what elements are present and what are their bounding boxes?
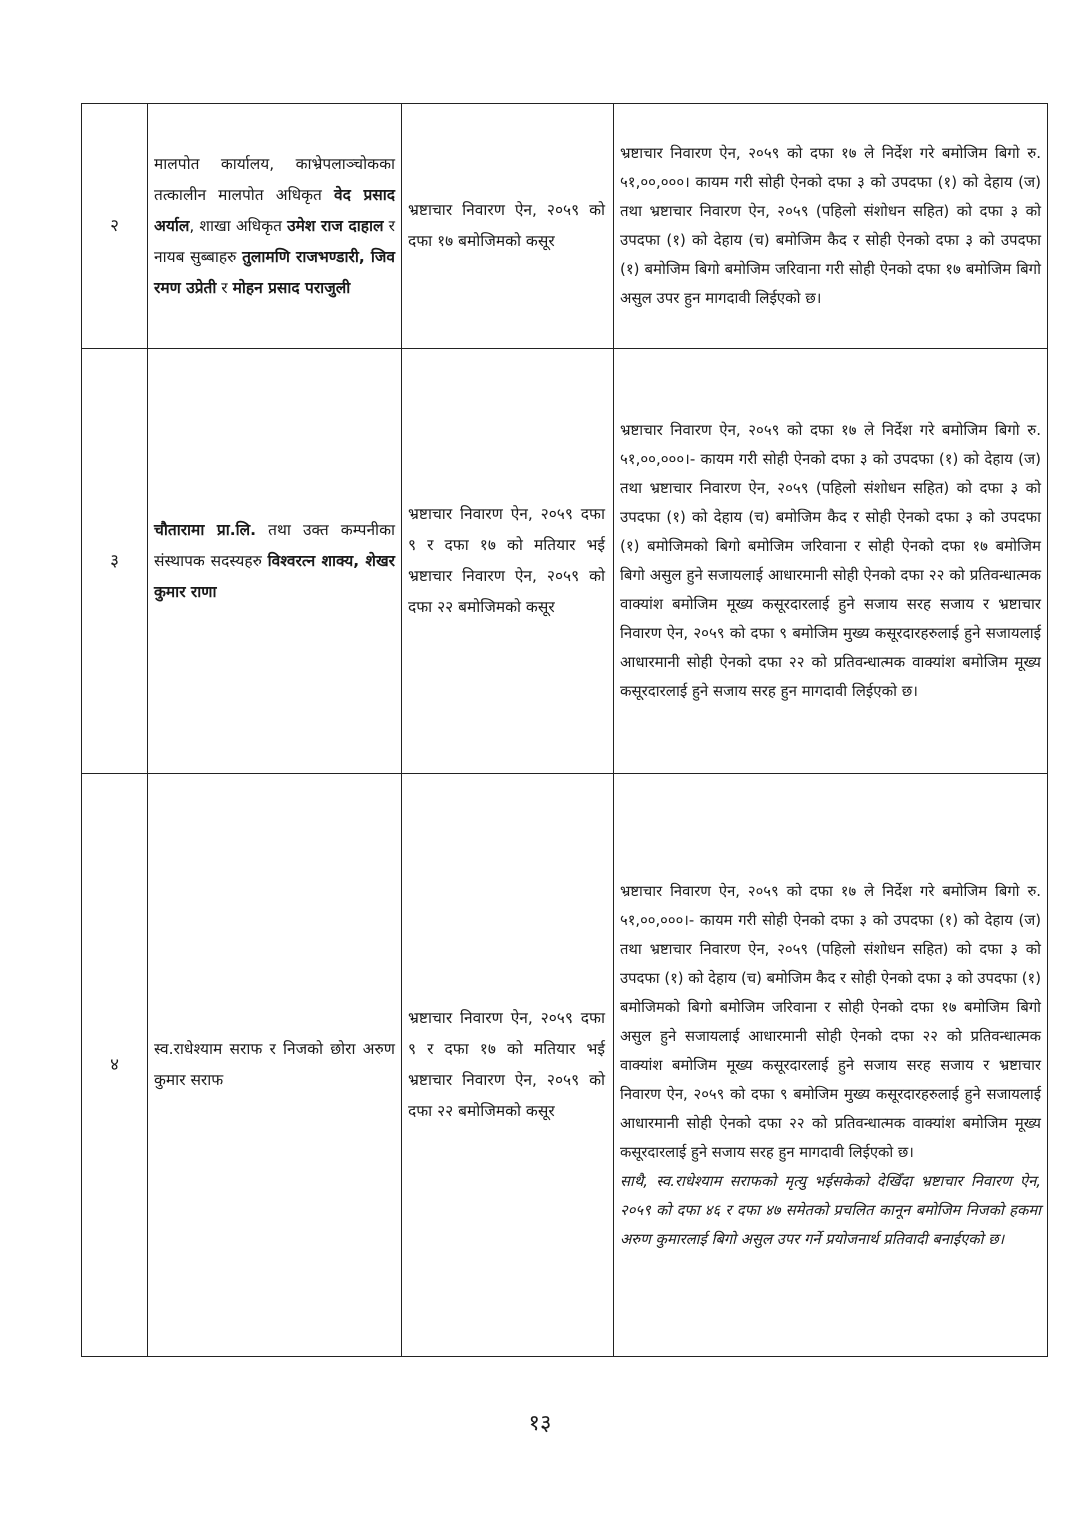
claim-cell: भ्रष्टाचार निवारण ऐन, २०५९ को दफा १७ ले निर्देश गरे बमोजिम बिगो रु. ५१,००,०००।- कायम गरी सोही ऐनको दफा ३ को उपदफा (१) को देहाय (ज) तथा भ्रष्टाचार निवारण ऐन, २०५९ (पहिलो संशोधन सहित) को दफा ३ को उपदफा (१) को देहाय (च) बमोजिम कैद र सोही ऐनको दफा ३ को उपदफा (१) बमोजिमको बिगो बमोजिम जरिवाना र सोही ऐनको दफा १७ बमोजिम बिगो असुल हुने सजायलाई आधारमानी सोही ऐनको दफा २२ को प्रतिवन्धात्मक वाक्यांश बमोजिम मूख्य कसूरदारलाई हुने सजाय सरह सजाय र भ्रष्टाचार निवारण ऐन, २०५९ को दफा ९ बमोजिम मुख्य कसूरदारहरुलाई हुने सजायलाई आधारमानी सोही ऐनको दफा २२ को प्रतिवन्धात्मक वाक्यांश बमोजिम मूख्य कसूरदारलाई हुने सजाय सरह हुन मागदावी लिईएको छ। [614,349,1048,774]
defendant-name: तुलामणि राजभण्डारी, जिव रमण उप्रेती [154,247,395,297]
defendant-name: चौतारामा प्रा.लि. [154,520,257,539]
claim-cell [614,774,1048,1357]
serial-number: २ [82,104,148,349]
claim-note: साथै, स्व.राधेश्याम सराफको मृत्यु भईसकेको देखिँदा भ्रष्टाचार निवारण ऐन, २०५९ को दफा ४६ र दफा ४७ समेतको प्रचलित कानून बमोजिम निजको हकमा अरुण कुमारलाई बिगो असुल उपर गर्ने प्रयोजनार्थ प्रतिवादी बनाईएको छ। [620,1172,1041,1248]
table-row [82,774,1048,1357]
serial-number: ४ [82,774,148,1357]
offence-cell: भ्रष्टाचार निवारण ऐन, २०५९ को दफा १७ बमोजिमको कसूर [402,104,614,349]
defendant-cell: चौतारामा प्रा.लि. तथा उक्त कम्पनीका संस्थापक सदस्यहरु विश्वरत्न शाक्य, शेखर कुमार राणा [148,349,402,774]
serial-number: ३ [82,349,148,774]
table-row [82,349,1048,774]
defendant-name: उमेश राज दाहाल [287,216,384,235]
table-row [82,104,1048,349]
offence-cell: भ्रष्टाचार निवारण ऐन, २०५९ दफा ९ र दफा १७ को मतियार भई भ्रष्टाचार निवारण ऐन, २०५९ को दफा २२ बमोजिमको कसूर [402,774,614,1357]
defendant-name: विश्वरत्न शाक्य, शेखर कुमार राणा [154,551,395,601]
defendant-cell: मालपोत कार्यालय, काभ्रेपलाञ्चोकका तत्कालीन मालपोत अधिकृत वेद प्रसाद अर्याल, शाखा अधिकृत उमेश राज दाहाल र नायब सुब्बाहरु तुलामणि राजभण्डारी, जिव रमण उप्रेती र मोहन प्रसाद पराजुली [148,104,402,349]
claim-cell: भ्रष्टाचार निवारण ऐन, २०५९ को दफा १७ ले निर्देश गरे बमोजिम बिगो रु. ५१,००,०००। कायम गरी सोही ऐनको दफा ३ को उपदफा (१) को देहाय (ज) तथा भ्रष्टाचार निवारण ऐन, २०५९ (पहिलो संशोधन सहित) को दफा ३ को उपदफा (१) को देहाय (च) बमोजिम कैद र सोही ऐनको दफा ३ को उपदफा (१) बमोजिम बिगो बमोजिम जरिवाना गरी सोही ऐनको दफा १७ बमोजिम बिगो असुल उपर हुन मागदावी लिईएको छ। [614,104,1048,349]
page-number: १३ [528,1411,552,1436]
defendant-name: वेद प्रसाद अर्याल [154,185,395,235]
claim-text: भ्रष्टाचार निवारण ऐन, २०५९ को दफा १७ ले निर्देश गरे बमोजिम बिगो रु. ५१,००,०००।- कायम गरी सोही ऐनको दफा ३ को उपदफा (१) को देहाय (ज) तथा भ्रष्टाचार निवारण ऐन, २०५९ (पहिलो संशोधन सहित) को दफा ३ को उपदफा (१) को देहाय (च) बमोजिम कैद र सोही ऐनको दफा ३ को उपदफा (१) बमोजिमको बिगो बमोजिम जरिवाना र सोही ऐनको दफा १७ बमोजिम बिगो असुल हुने सजायलाई आधारमानी सोही ऐनको दफा २२ को प्रतिवन्धात्मक वाक्यांश बमोजिम मूख्य कसूरदारलाई हुने सजाय सरह सजाय र भ्रष्टाचार निवारण ऐन, २०५९ को दफा ९ बमोजिम मुख्य कसूरदारहरुलाई हुने सजायलाई आधारमानी सोही ऐनको दफा २२ को प्रतिवन्धात्मक वाक्यांश बमोजिम मूख्य कसूरदारलाई हुने सजाय सरह हुन मागदावी लिईएको छ। [620,882,1041,1161]
defendant-cell: स्व.राधेश्याम सराफ र निजको छोरा अरुण कुमार सराफ [148,774,402,1357]
case-table [81,103,1048,1357]
defendant-name: मोहन प्रसाद पराजुली [232,278,351,297]
offence-cell: भ्रष्टाचार निवारण ऐन, २०५९ दफा ९ र दफा १७ को मतियार भई भ्रष्टाचार निवारण ऐन, २०५९ को दफा २२ बमोजिमको कसूर [402,349,614,774]
